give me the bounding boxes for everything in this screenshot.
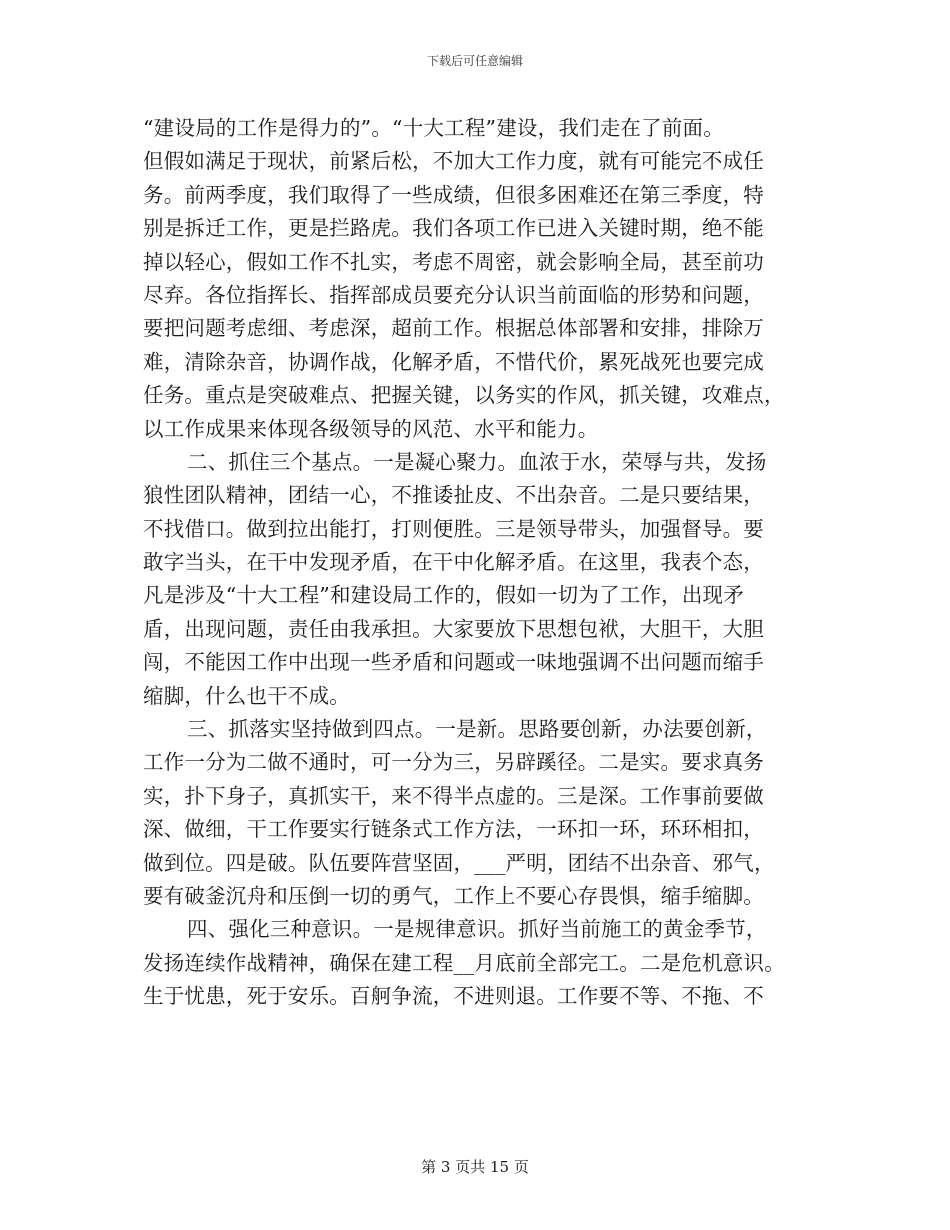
- text-line: 不找借口。做到拉出能打，打则便胜。三是领导带头，加强督导。要: [143, 516, 764, 541]
- page-footer: 第 3 页共 15 页: [421, 1158, 529, 1176]
- text-line: 难，清除杂音，协调作战，化解矛盾，不惜代价，累死战死也要完成: [143, 349, 764, 374]
- text-line: 发扬连续作战精神，确保在建工程__月底前全部完工。二是危机意识。: [143, 950, 785, 975]
- text-line: 三、抓落实坚持做到四点。一是新。思路要创新，办法要创新，: [187, 717, 767, 742]
- text-line: 凡是涉及“十大工程”和建设局工作的，假如一切为了工作，出现矛: [143, 583, 744, 608]
- text-line: 盾，出现问题，责任由我承担。大家要放下思想包袱，大胆干，大胆: [143, 616, 764, 641]
- text-line: 务。前两季度，我们取得了一些成绩，但很多困难还在第三季度，特: [143, 182, 764, 207]
- page-header: 下载后可任意编辑: [426, 54, 523, 68]
- text-line: 但假如满足于现状，前紧后松，不加大工作力度，就有可能完不成任: [143, 149, 764, 174]
- text-line: 任务。重点是突破难点、把握关键，以务实的作风，抓关键，攻难点，: [143, 383, 785, 408]
- text-line: 别是拆迁工作，更是拦路虎。我们各项工作已进入关键时期，绝不能: [143, 216, 764, 241]
- text-line: 深、做细，干工作要实行链条式工作方法，一环扣一环，环环相扣，: [143, 817, 764, 842]
- text-line: 敢字当头，在干中发现矛盾，在干中化解矛盾。在这里，我表个态，: [143, 550, 764, 575]
- text-line: 实，扑下身子，真抓实干，来不得半点虚的。三是深。工作事前要做: [143, 783, 764, 808]
- text-line: 要把问题考虑细、考虑深，超前工作。根据总体部署和安排，排除万: [143, 316, 764, 341]
- paragraph-1: [143, 112, 808, 446]
- text-line: 掉以轻心，假如工作不扎实，考虑不周密，就会影响全局，甚至前功: [143, 249, 764, 274]
- document-body: [143, 112, 808, 1014]
- text-line: 闯，不能因工作中出现一些矛盾和问题或一味地强调不出问题而缩手: [143, 650, 764, 675]
- text-line: 四、强化三种意识。一是规律意识。抓好当前施工的黄金季节，: [187, 917, 767, 942]
- text-line: 狼性团队精神，团结一心，不推诿扯皮、不出杂音。二是只要结果，: [143, 483, 764, 508]
- text-line: 要有破釜沉舟和压倒一切的勇气，工作上不要心存畏惧，缩手缩脚。: [143, 883, 764, 908]
- text-line: 尽弃。各位指挥长、指挥部成员要充分认识当前面临的形势和问题，: [143, 282, 764, 307]
- text-line: 二、抓住三个基点。一是凝心聚力。血浓于水，荣辱与共，发扬: [187, 449, 767, 474]
- text-line: 做到位。四是破。队伍要阵营坚固，___严明，团结不出杂音、邪气，: [143, 850, 775, 875]
- text-line: 缩脚，什么也干不成。: [143, 683, 350, 708]
- text-line: 生于忧患，死于安乐。百舸争流，不进则退。工作要不等、不拖、不: [143, 984, 764, 1009]
- paragraph-4: [143, 913, 808, 1013]
- paragraph-2: [143, 446, 808, 713]
- text-line: “建设局的工作是得力的”。“十大工程”建设，我们走在了前面。: [143, 116, 724, 140]
- paragraph-3: [143, 713, 808, 913]
- text-line: 工作一分为二做不通时，可一分为三，另辟蹊径。二是实。要求真务: [143, 750, 764, 775]
- text-line: 以工作成果来体现各级领导的风范、水平和能力。: [143, 416, 599, 441]
